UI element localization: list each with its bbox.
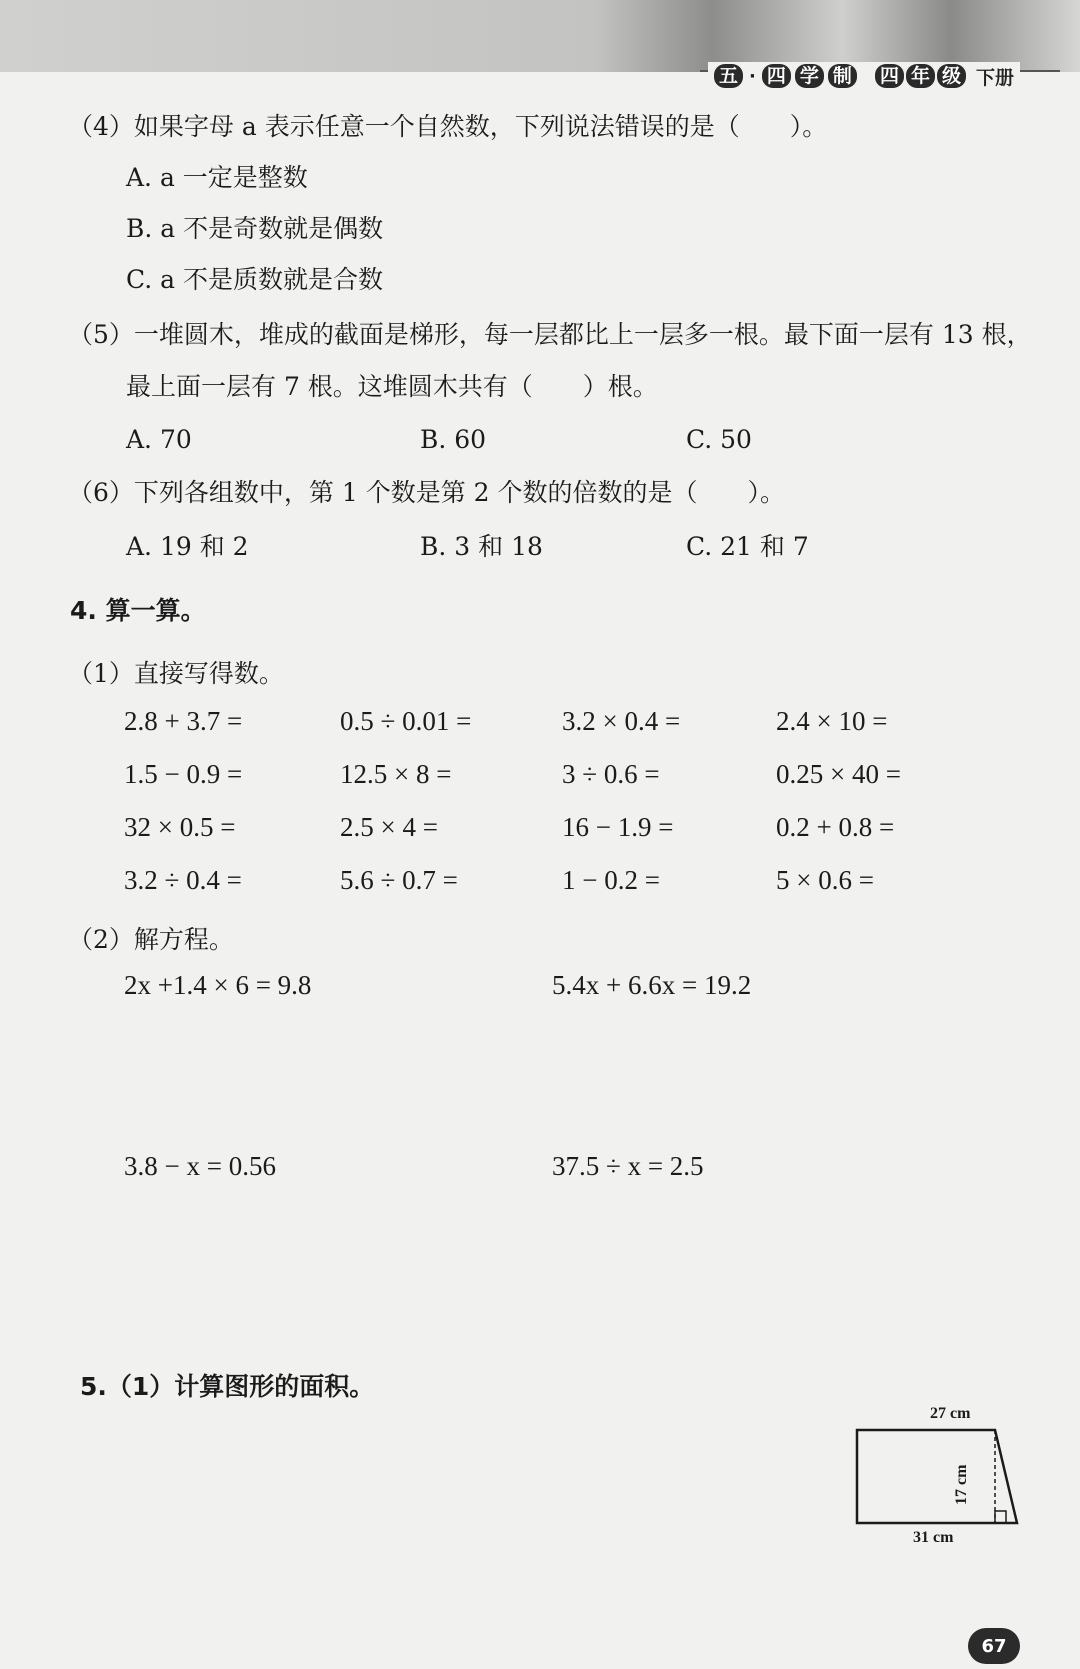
grade-label bbox=[875, 64, 966, 88]
oral-item: 0.25 × 40 = bbox=[776, 759, 901, 789]
oral-item: 16 − 1.9 = bbox=[562, 812, 674, 842]
series-char: 学 bbox=[795, 64, 824, 88]
q5-option-b: B. 60 bbox=[420, 425, 487, 454]
oral-item: 5.6 ÷ 0.7 = bbox=[340, 865, 458, 895]
grade-char: 四 bbox=[875, 64, 904, 88]
grade-char: 年 bbox=[906, 64, 935, 88]
q6-option-a: A. 19 和 2 bbox=[126, 532, 249, 561]
section4-part1-title: （1）直接写得数。 bbox=[68, 659, 284, 688]
series-dot: · bbox=[749, 65, 756, 87]
volume-label: 下册 bbox=[975, 66, 1014, 89]
series-char: 五 bbox=[714, 64, 743, 88]
q4-stem: （4）如果字母 a 表示任意一个自然数，下列说法错误的是（ ）。 bbox=[68, 112, 828, 141]
page-number-badge: 67 bbox=[968, 1628, 1020, 1664]
q5-stem-line2: 最上面一层有 7 根。这堆圆木共有（ ）根。 bbox=[126, 372, 658, 401]
q5-option-c: C. 50 bbox=[686, 425, 752, 454]
q4-option-c: C. a 不是质数就是合数 bbox=[126, 265, 383, 294]
section5-title: 5.（1）计算图形的面积。 bbox=[80, 1372, 375, 1401]
oral-item: 2.5 × 4 = bbox=[340, 812, 438, 842]
section4-title: 4. 算一算。 bbox=[70, 596, 206, 625]
oral-item: 1 − 0.2 = bbox=[562, 865, 660, 895]
trapezoid-height-label: 17 cm bbox=[953, 1464, 970, 1505]
series-char: 制 bbox=[828, 64, 857, 88]
oral-item: 2.4 × 10 = bbox=[776, 706, 888, 736]
oral-item: 3 ÷ 0.6 = bbox=[562, 759, 660, 789]
trapezoid-bottom-label: 31 cm bbox=[913, 1529, 954, 1546]
q6-stem: （6）下列各组数中，第 1 个数是第 2 个数的倍数的是（ ）。 bbox=[68, 478, 786, 507]
oral-item: 2.8 + 3.7 = bbox=[124, 706, 243, 736]
equation: 37.5 ÷ x = 2.5 bbox=[552, 1151, 704, 1181]
trapezoid-shape bbox=[857, 1430, 1017, 1523]
q6-option-b: B. 3 和 18 bbox=[420, 532, 543, 561]
equation: 5.4x + 6.6x = 19.2 bbox=[552, 970, 752, 1000]
series-label bbox=[708, 62, 1020, 90]
trapezoid-figure bbox=[845, 1405, 1045, 1555]
oral-item: 3.2 × 0.4 = bbox=[562, 706, 681, 736]
oral-item: 0.2 + 0.8 = bbox=[776, 812, 895, 842]
q4-option-a: A. a 一定是整数 bbox=[126, 163, 308, 192]
oral-item: 0.5 ÷ 0.01 = bbox=[340, 706, 472, 736]
q5-option-a: A. 70 bbox=[126, 425, 192, 454]
series-char: 四 bbox=[762, 64, 791, 88]
right-angle-mark bbox=[995, 1511, 1006, 1523]
equation: 2x +1.4 × 6 = 9.8 bbox=[124, 970, 312, 1000]
q6-option-c: C. 21 和 7 bbox=[686, 532, 809, 561]
oral-item: 32 × 0.5 = bbox=[124, 812, 236, 842]
q5-stem-line1: （5）一堆圆木，堆成的截面是梯形，每一层都比上一层多一根。最下面一层有 13 根， bbox=[68, 320, 1032, 349]
oral-item: 1.5 − 0.9 = bbox=[124, 759, 243, 789]
equation: 3.8 − x = 0.56 bbox=[124, 1151, 276, 1181]
oral-item: 3.2 ÷ 0.4 = bbox=[124, 865, 242, 895]
grade-char: 级 bbox=[937, 64, 966, 88]
oral-item: 5 × 0.6 = bbox=[776, 865, 874, 895]
oral-item: 12.5 × 8 = bbox=[340, 759, 452, 789]
section4-part2-title: （2）解方程。 bbox=[68, 925, 234, 954]
trapezoid-top-label: 27 cm bbox=[930, 1405, 971, 1422]
q4-option-b: B. a 不是奇数就是偶数 bbox=[126, 214, 384, 243]
